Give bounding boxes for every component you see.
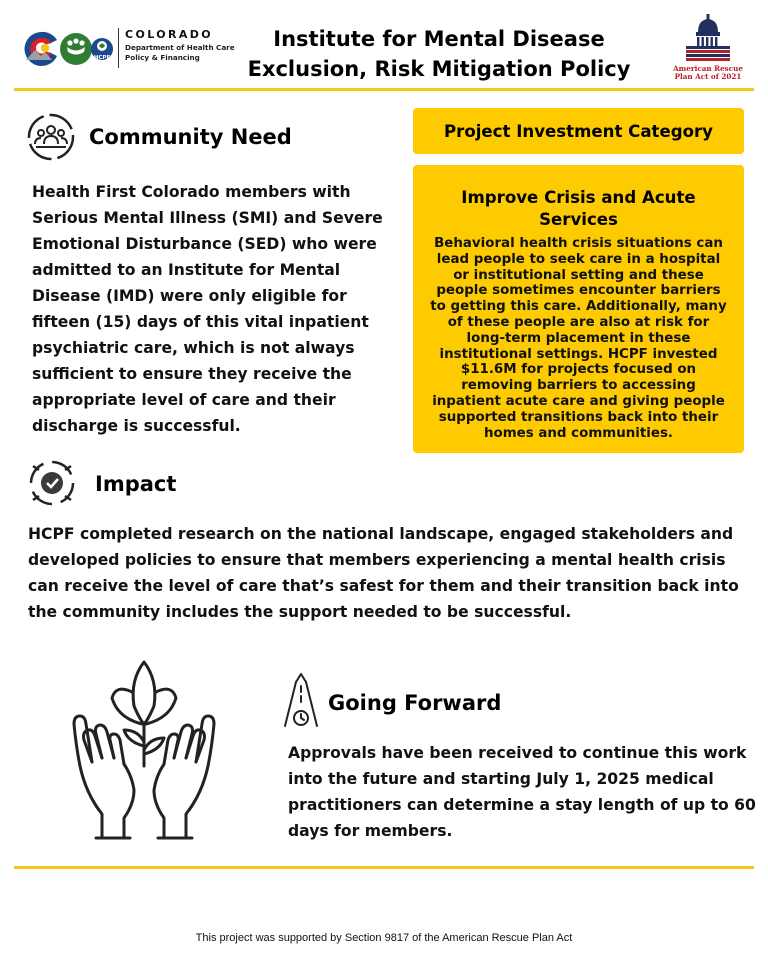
hcpf-logo bbox=[22, 26, 235, 72]
text-line: discharge is successful. bbox=[32, 417, 241, 435]
text-line: supported transitions back into their bbox=[438, 409, 719, 425]
text-line: long-term placement in these bbox=[466, 330, 691, 346]
text-line: admitted to an Institute for Mental bbox=[32, 261, 341, 279]
colorado-c-logo-icon bbox=[22, 30, 114, 68]
text-line: into the future and starting July 1, 2025 medical bbox=[288, 770, 714, 788]
text-line: institutional settings. HCPF invested bbox=[439, 346, 718, 362]
text-line: Disease (IMD) were only eligible for bbox=[32, 287, 347, 305]
org-dept-line-1: Department of Health Care bbox=[125, 43, 235, 52]
text-line: days for members. bbox=[288, 822, 453, 840]
text-line: $11.6M for projects focused on bbox=[460, 362, 697, 378]
text-line: or institutional setting and these bbox=[453, 267, 704, 283]
page-title bbox=[232, 24, 646, 84]
title-line-2: Exclusion, Risk Mitigation Policy bbox=[247, 57, 631, 81]
category-detail-title: Improve Crisis and Acute Services bbox=[461, 188, 696, 229]
hands-lotus-icon bbox=[66, 654, 222, 844]
text-line: Approvals have been received to continue this work bbox=[288, 744, 747, 762]
text-line: appropriate level of care and their bbox=[32, 391, 336, 409]
text-line: inpatient acute care and giving people bbox=[432, 393, 725, 409]
arp-logo bbox=[668, 12, 748, 82]
impact-check-icon bbox=[27, 458, 77, 508]
impact-heading: Impact bbox=[95, 472, 177, 496]
going-forward-text bbox=[288, 740, 758, 844]
logo-divider bbox=[118, 28, 119, 68]
text-line: to getting this care. Additionally, many bbox=[430, 299, 727, 315]
arp-caption bbox=[668, 65, 748, 81]
impact-text bbox=[28, 521, 748, 625]
capitol-dome-icon bbox=[668, 12, 748, 66]
org-department bbox=[125, 43, 235, 63]
going-forward-heading: Going Forward bbox=[328, 691, 502, 715]
text-line: the community includes the support needed to be successful. bbox=[28, 603, 572, 621]
text-line: HCPF completed research on the national landscape, engaged stakeholders and bbox=[28, 525, 734, 543]
text-line: can receive the level of care that’s safest for them and their transition back into bbox=[28, 577, 739, 595]
text-line: people sometimes encounter barriers bbox=[436, 283, 721, 299]
text-line: removing barriers to accessing bbox=[461, 378, 696, 394]
footer-note: This project was supported by Section 9817 of the American Rescue Plan Act bbox=[195, 932, 573, 944]
footer-divider bbox=[14, 866, 754, 869]
category-detail-box bbox=[413, 165, 744, 453]
text-line: practitioners can determine a stay length of up to 60 bbox=[288, 796, 756, 814]
community-need-heading: Community Need bbox=[89, 125, 292, 149]
text-line: developed policies to ensure that members experiencing a mental health crisis bbox=[28, 551, 726, 569]
investment-category-box bbox=[413, 108, 744, 154]
arp-line-1: American Rescue bbox=[673, 64, 743, 73]
org-dept-line-2: Policy & Financing bbox=[125, 53, 200, 62]
header-divider bbox=[14, 88, 754, 91]
text-line: homes and communities. bbox=[483, 425, 674, 441]
community-group-icon bbox=[26, 112, 76, 162]
text-line: Health First Colorado members with bbox=[32, 183, 351, 201]
org-name: COLORADO bbox=[125, 28, 214, 41]
arp-line-2: Plan Act of 2021 bbox=[674, 72, 742, 81]
text-line: psychiatric care, which is not always bbox=[32, 339, 355, 357]
text-line: sufficient to ensure they receive the bbox=[32, 365, 352, 383]
text-line: Emotional Disturbance (SED) who were bbox=[32, 235, 377, 253]
investment-category-title: Project Investment Category bbox=[443, 121, 713, 141]
text-line: Behavioral health crisis situations can bbox=[434, 236, 723, 251]
text-line: of these people are also at risk for bbox=[447, 314, 710, 330]
text-line: Serious Mental Illness (SMI) and Severe bbox=[32, 209, 383, 227]
text-line: fifteen (15) days of this vital inpatient bbox=[32, 313, 369, 331]
hcpf-badge-text: HCPF bbox=[93, 55, 111, 61]
community-need-text bbox=[32, 179, 392, 439]
text-line: lead people to seek care in a hospital bbox=[436, 251, 721, 267]
category-detail-text bbox=[425, 236, 732, 441]
title-line-1: Institute for Mental Disease bbox=[273, 27, 605, 51]
road-forward-icon bbox=[282, 672, 320, 730]
